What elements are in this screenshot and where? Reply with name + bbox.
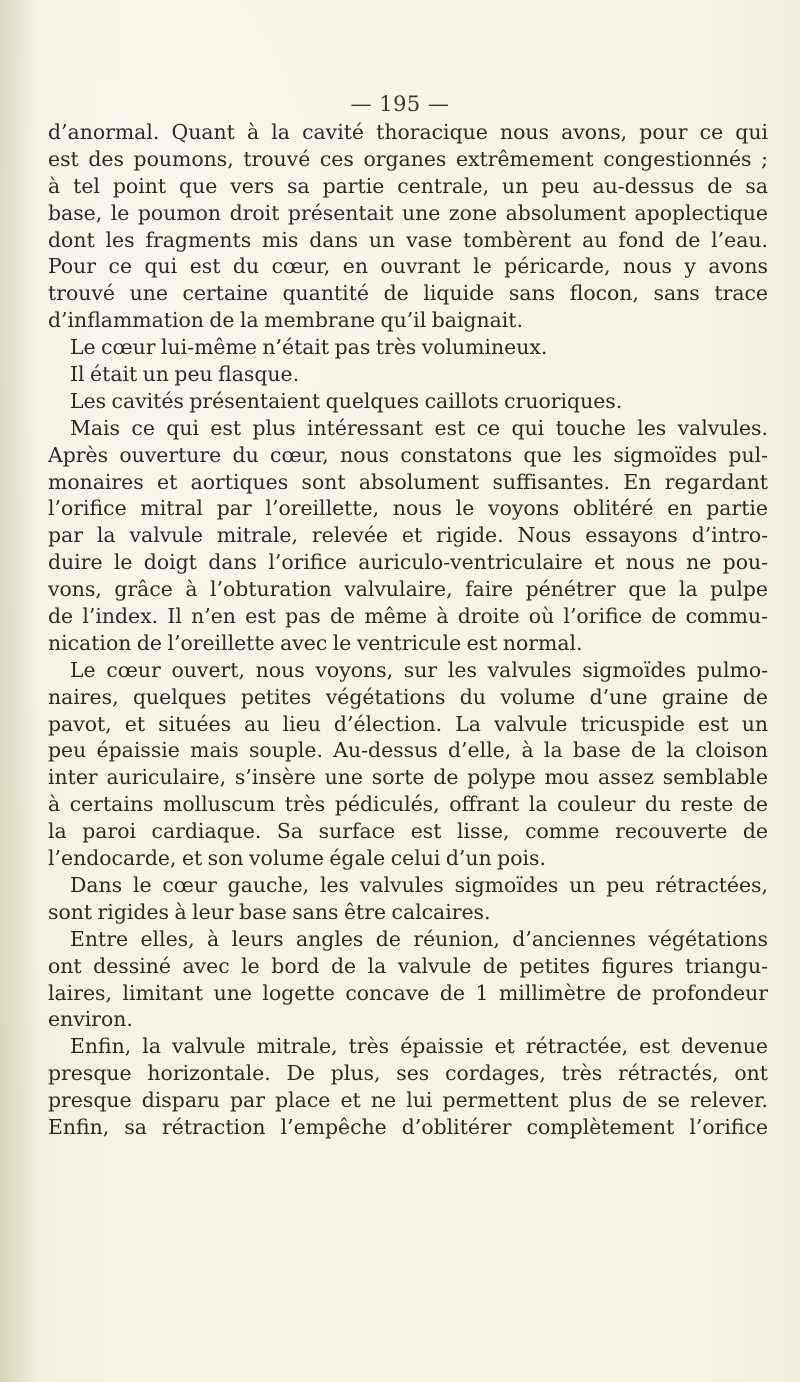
text-line: à tel point que vers sa partie centrale, un peu au-dessus de sa <box>48 173 768 198</box>
text-line: ont dessiné avec le bord de la valvule de petites figures triangu- <box>48 953 768 978</box>
text-line: à certains molluscum très pédiculés, offrant la couleur du reste de <box>48 792 768 817</box>
text-line: environ. <box>48 1007 133 1032</box>
text-line: Pour ce qui est du cœur, en ouvrant le péricarde, nous y avons <box>48 254 768 279</box>
text-line: est des poumons, trouvé ces organes extrêmement congestionnés ; <box>48 146 768 171</box>
text-line: pavot, et situées au lieu d’élection. La valvule tricuspide est un <box>48 711 768 736</box>
text-line: l’orifice mitral par l’oreillette, nous le voyons oblitéré en partie <box>48 496 768 521</box>
text-line: Il était un peu flasque. <box>70 362 300 387</box>
text-line: Le cœur ouvert, nous voyons, sur les valvules sigmoïdes pulmo- <box>70 657 768 682</box>
text-line: Après ouverture du cœur, nous constatons que les sigmoïdes pul- <box>48 442 768 467</box>
text-line: Enfin, la valvule mitrale, très épaissie et rétractée, est devenue <box>70 1034 768 1059</box>
text-line: inter auriculaire, s’insère une sorte de polype mou assez semblable <box>48 765 768 790</box>
text-line: par la valvule mitrale, relevée et rigide. Nous essayons d’intro- <box>48 523 768 548</box>
text-line: sont rigides à leur base sans être calcaires. <box>48 899 491 924</box>
text-line: naires, quelques petites végétations du volume d’une graine de <box>48 684 768 709</box>
text-line: de l’index. Il n’en est pas de même à droite où l’orifice de commu- <box>48 604 768 629</box>
text-line: Le cœur lui-même n’était pas très volumineux. <box>70 335 548 360</box>
page-number: — 195 — <box>350 92 450 116</box>
text-line: laires, limitant une logette concave de 1 millimètre de profondeur <box>48 980 768 1005</box>
body-text <box>48 119 768 1141</box>
text-line: presque disparu par place et ne lui permettent plus de se relever. <box>48 1088 768 1113</box>
text-line: Mais ce qui est plus intéressant est ce qui touche les valvules. <box>70 415 768 440</box>
page-edge-shadow <box>0 0 38 1382</box>
text-line: monaires et aortiques sont absolument suffisantes. En regardant <box>48 469 768 494</box>
text-line: Les cavités présentaient quelques caillots cruoriques. <box>70 388 623 413</box>
text-line: d’inflammation de la membrane qu’il baignait. <box>48 308 523 333</box>
text-line: vons, grâce à l’obturation valvulaire, faire pénétrer que la pulpe <box>48 577 768 602</box>
text-line: dont les fragments mis dans un vase tombèrent au fond de l’eau. <box>48 227 768 252</box>
text-line: Entre elles, à leurs angles de réunion, d’anciennes végétations <box>70 926 768 951</box>
text-line: la paroi cardiaque. Sa surface est lisse, comme recouverte de <box>48 819 768 844</box>
text-line: l’endocarde, et son volume égale celui d’un pois. <box>48 846 546 871</box>
text-line: Dans le cœur gauche, les valvules sigmoïdes un peu rétractées, <box>70 872 768 897</box>
text-line: d’anormal. Quant à la cavité thoracique nous avons, pour ce qui <box>48 120 768 144</box>
text-line: nication de l’oreillette avec le ventricule est normal. <box>48 630 583 655</box>
text-line: trouvé une certaine quantité de liquide sans flocon, sans trace <box>48 281 768 306</box>
text-line: peu épaissie mais souple. Au-dessus d’elle, à la base de la cloison <box>48 738 768 763</box>
text-line: Enfin, sa rétraction l’empêche d’oblitérer complètement l’orifice <box>48 1114 768 1139</box>
text-line: base, le poumon droit présentait une zone absolument apoplectique <box>48 200 768 225</box>
text-line: presque horizontale. De plus, ses cordages, très rétractés, ont <box>48 1061 768 1086</box>
text-line: duire le doigt dans l’orifice auriculo-ventriculaire et nous ne pou- <box>48 550 768 575</box>
